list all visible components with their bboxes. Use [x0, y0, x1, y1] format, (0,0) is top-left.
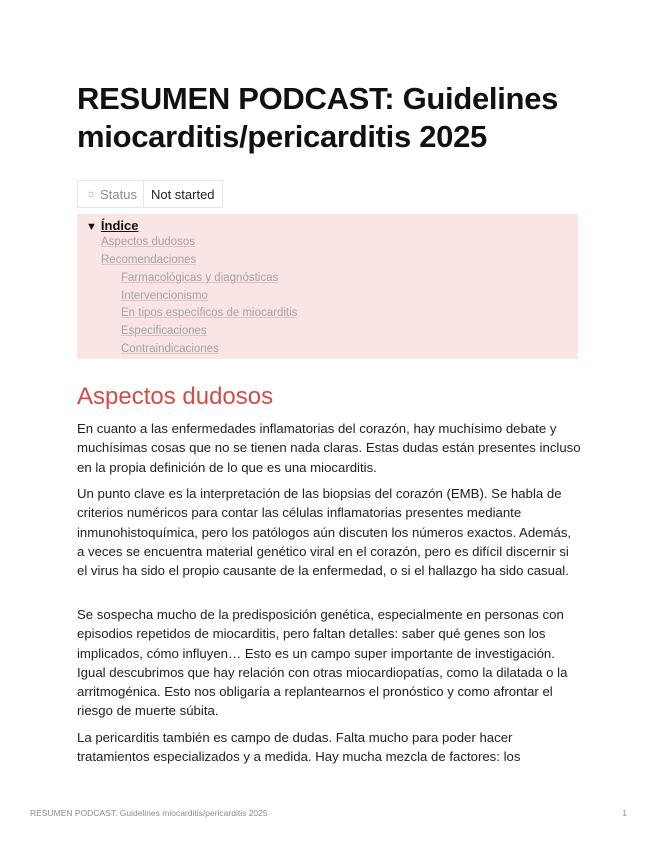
toc-toggle[interactable]: [86, 218, 138, 233]
page-title: RESUMEN PODCAST: Guidelines miocarditis/pericarditis 2025: [77, 81, 559, 154]
toc-link-contraindicaciones[interactable]: Contraindicaciones: [121, 343, 219, 355]
toc-link-tipos-especificos[interactable]: En tipos específicos de miocarditis: [121, 307, 298, 319]
toc-link-recomendaciones[interactable]: Recomendaciones: [101, 254, 197, 266]
toc-link-especificaciones[interactable]: Especificaciones: [121, 325, 207, 337]
paragraph: En cuanto a las enfermedades inflamatorias del corazón, hay muchísimo debate y muchísimas cosas que no se tienen nada claras. Estas dudas están presentes incluso en la propia definición de lo que es una miocarditis.: [77, 421, 581, 475]
table-of-contents: [77, 214, 578, 359]
footer-title: RESUMEN PODCAST: Guidelines miocarditis/pericarditis 2025: [30, 808, 268, 818]
toc-link-farmacologicas[interactable]: Farmacológicas y diagnósticas: [121, 272, 279, 284]
paragraph: Un punto clave es la interpretación de las biopsias del corazón (EMB). Se habla de criterios numéricos para contar las células inflamatorias presentes mediante inmunohistoquímica, pero los patólogos aún discuten los números exactos. Además, a veces se encuentra material genético viral en el corazón, pero es difícil discernir si el virus ha sido el propio causante de la enfermedad, o si el hallazgo ha sido casual.: [77, 486, 572, 579]
paragraph: Se sospecha mucho de la predisposición genética, especialmente en personas con episodios repetidos de miocarditis, pero faltan detalles: saber qué genes son los implicados, cómo influyen… Esto es un campo super importante de investigación. Igual descubrimos que hay relación con otras miocardiopatías, como la dilatada o la arritmogénica. Esto nos obligaría a replantearnos el pronóstico y como afrontar el riesgo de muerte súbita.: [77, 607, 568, 719]
section-heading: Aspectos dudosos: [77, 383, 274, 410]
status-value[interactable]: Not started: [150, 186, 215, 202]
toc-link-aspectos-dudosos[interactable]: Aspectos dudosos: [101, 236, 195, 248]
toc-heading: Índice: [100, 218, 139, 233]
toc-link-intervencionismo[interactable]: Intervencionismo: [121, 290, 208, 302]
status-label: Status: [100, 186, 137, 202]
status-property: [77, 180, 223, 208]
gear-icon: ☼: [86, 188, 97, 200]
status-property-key: [78, 181, 144, 207]
toggle-triangle-icon[interactable]: ▼: [86, 221, 97, 233]
paragraph: La pericarditis también es campo de dudas. Falta mucho para poder hacer tratamientos especializados y a medida. Hay mucha mezcla de factores: los: [77, 730, 521, 765]
page-number: 1: [622, 808, 627, 818]
